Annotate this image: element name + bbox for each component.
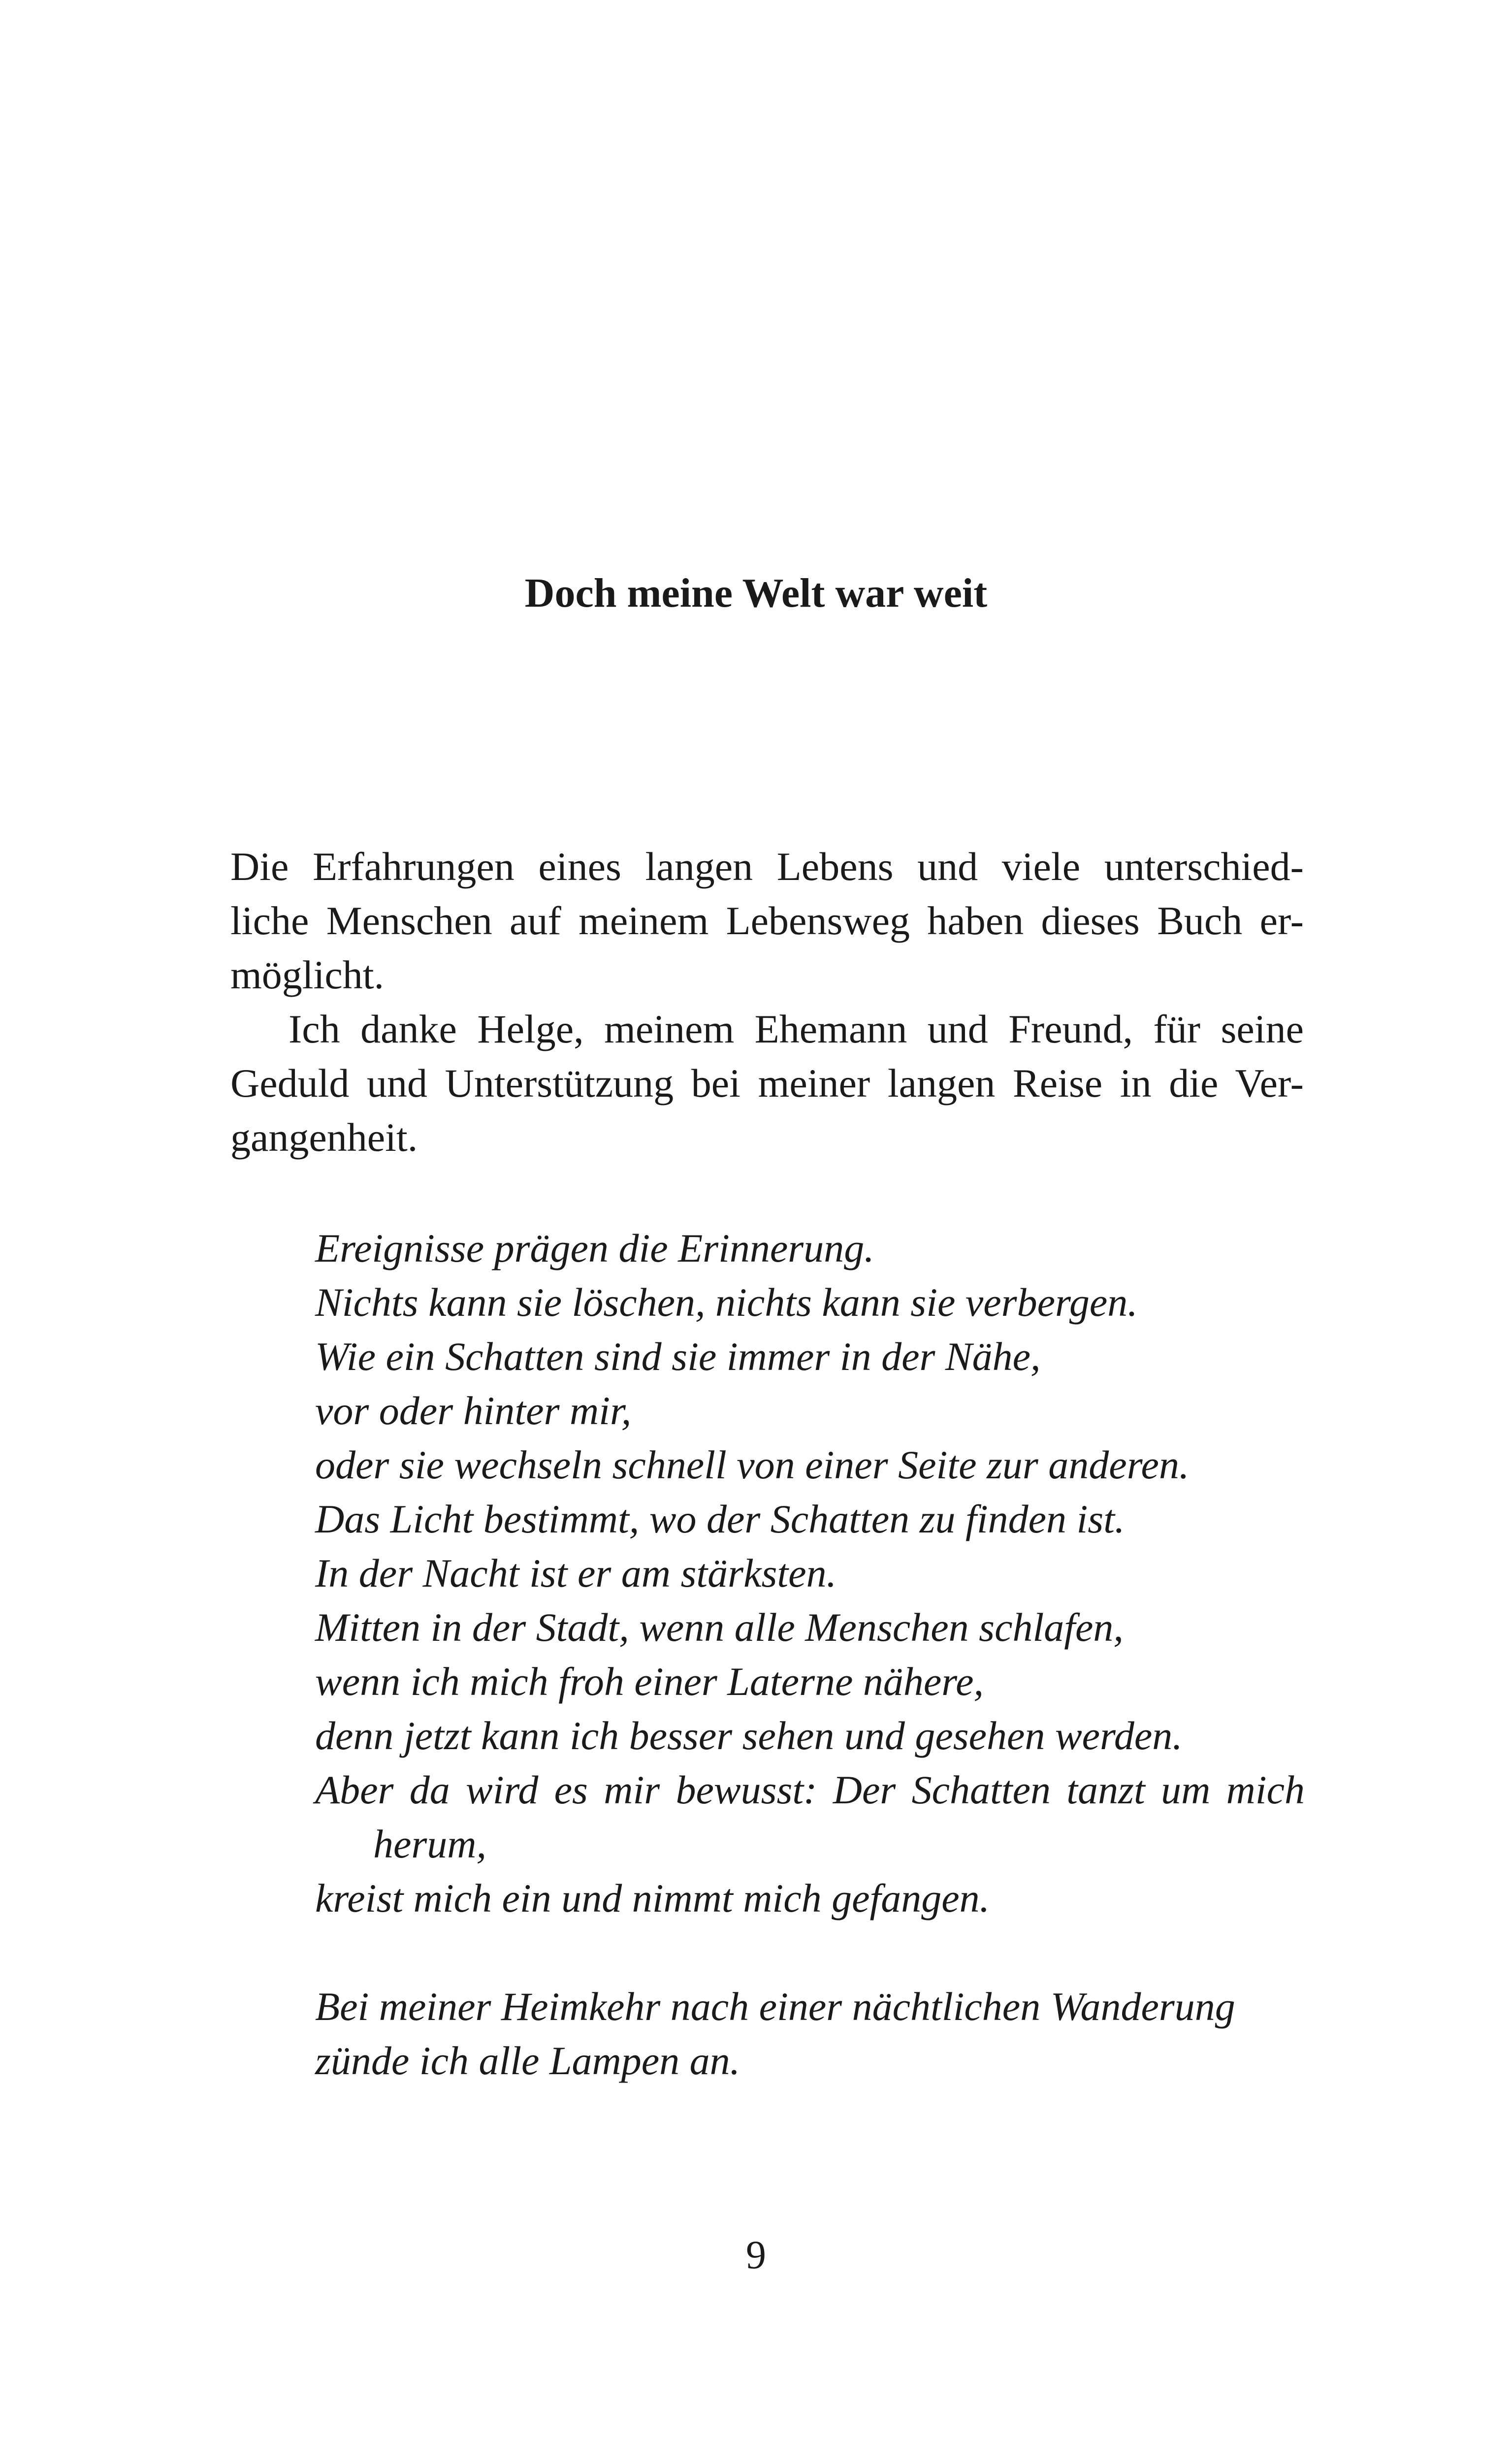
stanza-break <box>315 1925 1305 1980</box>
paragraph-line: möglicht. <box>230 952 385 997</box>
paragraph-line: Geduld und Unterstützung bei meiner langen Reise in die Ver- <box>230 1061 1304 1106</box>
poem-line: In der Nacht ist er am stärksten. <box>315 1551 837 1596</box>
paragraph-line: Ich danke Helge, meinem Ehemann und Freund, für seine <box>289 1007 1304 1051</box>
poem-stanza-2 <box>315 1980 1305 2088</box>
paragraph-1 <box>230 840 1304 1002</box>
poem <box>315 1221 1305 2088</box>
poem-line: Bei meiner Heimkehr nach einer nächtlichen Wanderung <box>315 1984 1235 2029</box>
paragraph-2 <box>230 1002 1304 1165</box>
paragraph-line: gangenheit. <box>230 1115 418 1160</box>
poem-line: wenn ich mich froh einer Laterne nähere, <box>315 1659 984 1704</box>
poem-line-continuation: herum, <box>373 1822 487 1866</box>
poem-stanza-1 <box>315 1221 1305 1925</box>
poem-line: Das Licht bestimmt, wo der Schatten zu finden ist. <box>315 1497 1125 1541</box>
poem-line: Wie ein Schatten sind sie immer in der Nähe, <box>315 1334 1041 1379</box>
poem-line: kreist mich ein und nimmt mich gefangen. <box>315 1876 990 1921</box>
poem-line: Ereignisse prägen die Erinnerung. <box>315 1226 874 1270</box>
paragraph-line: Die Erfahrungen eines langen Lebens und viele unterschied- <box>230 844 1304 889</box>
chapter-title: Doch meine Welt war weit <box>524 570 988 616</box>
poem-line: Aber da wird es mir bewusst: Der Schatten tanzt um mich <box>315 1767 1305 1812</box>
poem-line: Mitten in der Stadt, wenn alle Menschen schlafen, <box>315 1605 1124 1650</box>
paragraph-line: liche Menschen auf meinem Lebensweg haben dieses Buch er- <box>230 898 1304 943</box>
page-number: 9 <box>746 2232 766 2277</box>
poem-line: vor oder hinter mir, <box>315 1388 632 1433</box>
poem-line: denn jetzt kann ich besser sehen und gesehen werden. <box>315 1713 1183 1758</box>
poem-line: zünde ich alle Lampen an. <box>315 2038 740 2083</box>
poem-line: Nichts kann sie löschen, nichts kann sie verbergen. <box>315 1280 1138 1325</box>
prose-text <box>230 840 1304 1165</box>
poem-line: oder sie wechseln schnell von einer Seite zur anderen. <box>315 1442 1190 1487</box>
